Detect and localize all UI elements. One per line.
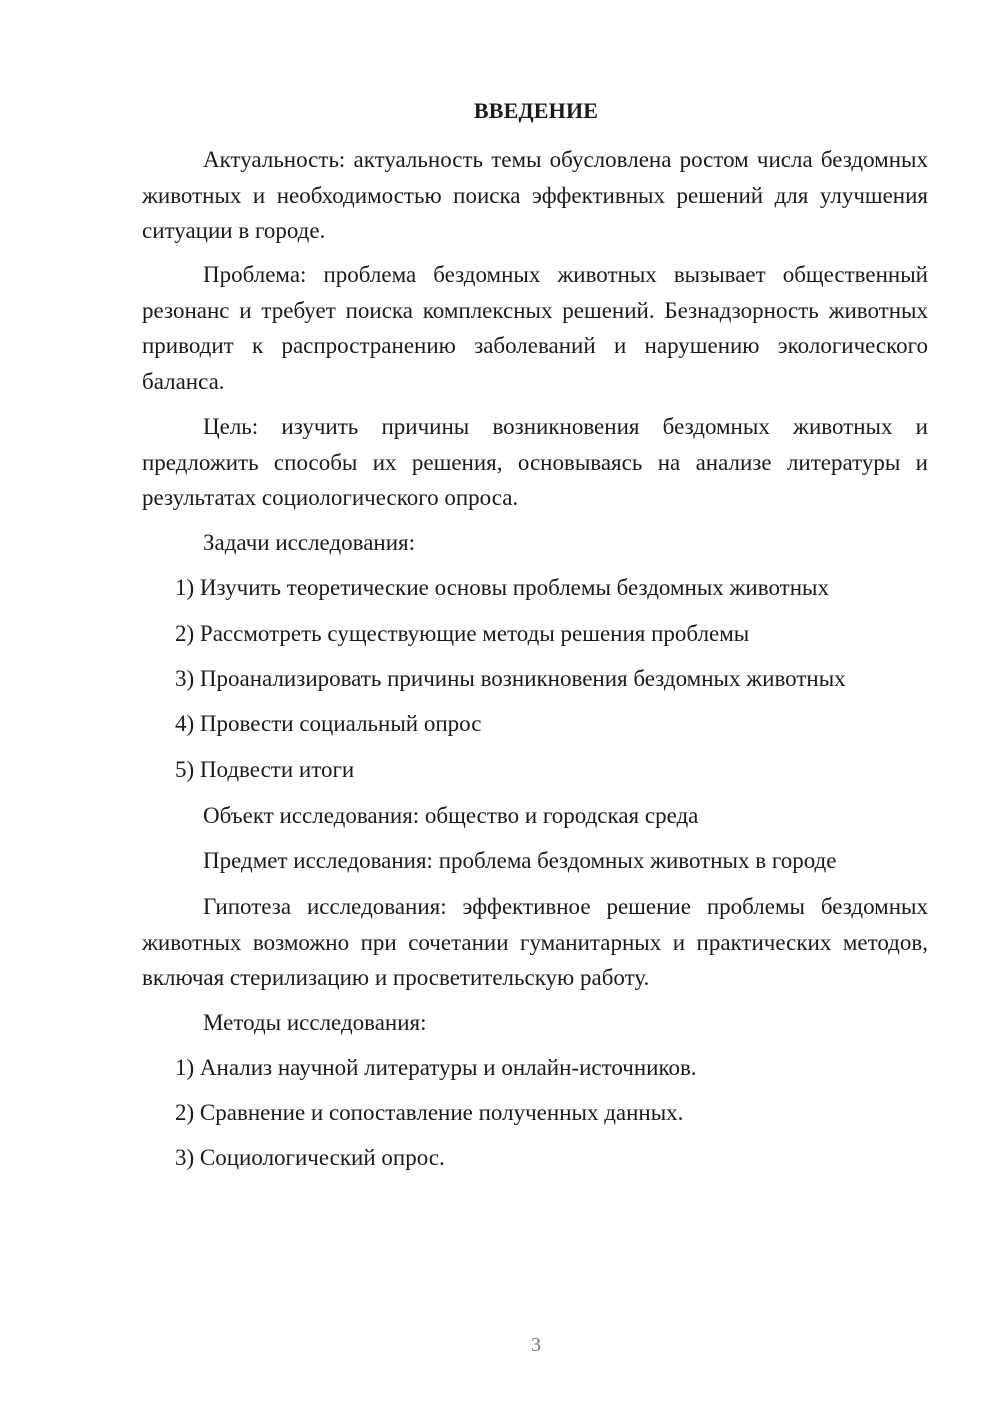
goal-paragraph: Цель: изучить причины возникновения бездомных животных и предложить способы их решения, основываясь на анализе литературы и результатах социологического опроса. (142, 414, 928, 510)
object-line: Объект исследования: общество и городская среда (203, 803, 699, 828)
task-item: 2) Рассмотреть существующие методы решения проблемы (175, 621, 750, 646)
method-item: 1) Анализ научной литературы и онлайн-источников. (175, 1055, 697, 1080)
page-number: 3 (531, 1334, 541, 1356)
problem-paragraph: Проблема: проблема бездомных животных вызывает общественный резонанс и требует поиска комплексных решений. Безнадзорность животных приводит к распространению заболеваний и нарушению экологического баланса. (142, 262, 928, 394)
method-item: 3) Социологический опрос. (175, 1145, 445, 1170)
relevance-paragraph: Актуальность: актуальность темы обусловлена ростом числа бездомных животных и необходимостью поиска эффективных решений для улучшения ситуации в городе. (142, 147, 928, 243)
methods-heading: Методы исследования: (203, 1010, 427, 1035)
task-item: 3) Проанализировать причины возникновения бездомных животных (175, 666, 846, 691)
task-item: 5) Подвести итоги (175, 757, 355, 782)
task-item: 1) Изучить теоретические основы проблемы бездомных животных (175, 575, 829, 600)
section-title: ВВЕДЕНИЕ (473, 98, 599, 123)
task-item: 4) Провести социальный опрос (175, 711, 482, 736)
subject-line: Предмет исследования: проблема бездомных животных в городе (203, 848, 837, 873)
hypothesis-paragraph: Гипотеза исследования: эффективное решение проблемы бездомных животных возможно при сочетании гуманитарных и практических методов, включая стерилизацию и просветительскую работу. (142, 894, 928, 990)
tasks-heading: Задачи исследования: (203, 530, 416, 555)
method-item: 2) Сравнение и сопоставление полученных данных. (175, 1100, 684, 1125)
